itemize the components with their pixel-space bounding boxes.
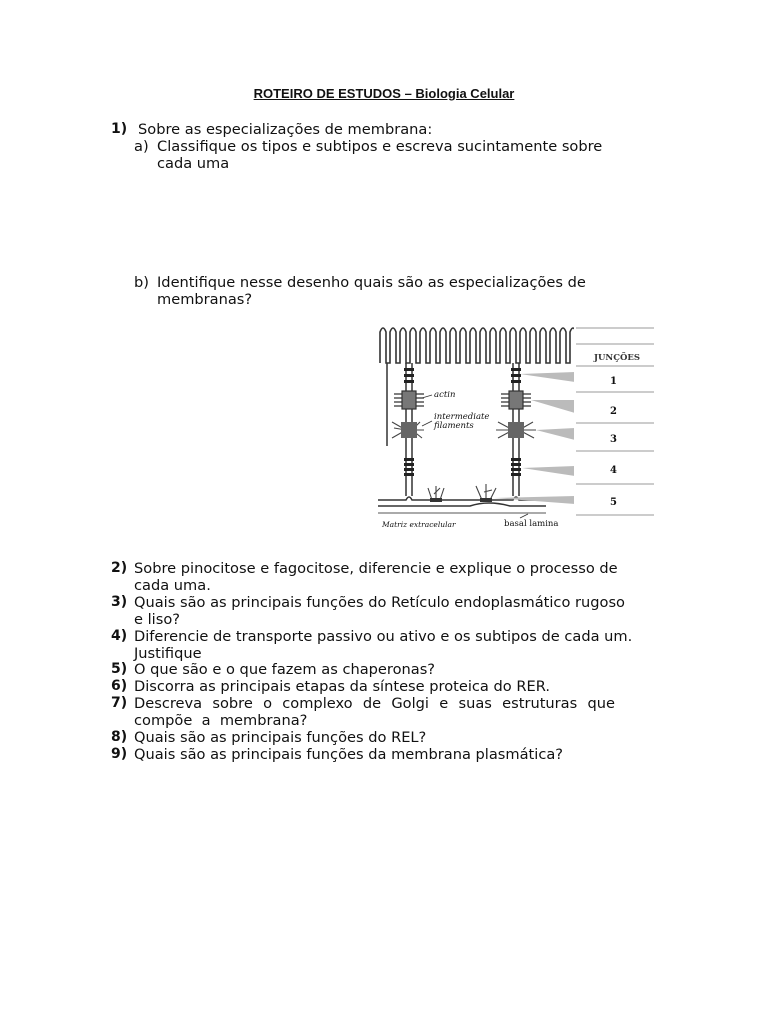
item-a-line-1: Classifique os tipos e subtipos e escreva sucintamente sobre <box>157 138 603 155</box>
question-7-number: 7) <box>111 695 128 711</box>
item-a-line-2: cada uma <box>157 155 230 172</box>
junction-label-2: 2 <box>610 406 617 417</box>
question-3-number: 3) <box>111 594 128 610</box>
junctions-header: JUNÇÕES <box>594 353 640 363</box>
question-4-line-1: Diferencie de transporte passivo ou ativo e os subtipos de cada um. <box>134 628 633 645</box>
matrix-label: Matriz extracelular <box>382 520 456 529</box>
adherens-junction <box>394 391 531 409</box>
question-6-number: 6) <box>111 678 128 694</box>
question-2-number: 2) <box>111 560 128 576</box>
cell-junction-figure <box>370 318 658 534</box>
item-b-line-1: Identifique nesse desenho quais são as especializações de <box>157 274 586 291</box>
question-8-line-1: Quais são as principais funções do REL? <box>134 729 427 746</box>
junction-label-3: 3 <box>610 434 617 445</box>
intermediate-label: intermediate <box>434 412 490 422</box>
question-2-line-2: cada uma. <box>134 577 211 594</box>
filaments-label: filaments <box>434 421 474 431</box>
item-b-line-2: membranas? <box>157 291 253 308</box>
actin-label: actin <box>434 390 456 400</box>
label-pointers <box>494 372 575 504</box>
item-b-label: b) <box>134 274 149 291</box>
question-1-text: Sobre as especializações de membrana: <box>138 121 433 138</box>
tight-junction <box>404 368 521 383</box>
junction-label-4: 4 <box>610 465 617 476</box>
question-4-number: 4) <box>111 628 128 644</box>
junction-label-1: 1 <box>610 376 617 387</box>
item-a-label: a) <box>134 138 149 155</box>
junction-label-5: 5 <box>610 497 617 508</box>
question-2-line-1: Sobre pinocitose e fagocitose, diferencie e explique o processo de <box>134 560 618 577</box>
question-3-line-2: e liso? <box>134 611 181 628</box>
basal-lamina-label: basal lamina <box>504 519 559 529</box>
question-7-line-2: compõe a membrana? <box>134 712 308 729</box>
question-9-number: 9) <box>111 746 128 762</box>
gap-junction <box>404 458 521 476</box>
question-8-number: 8) <box>111 729 128 745</box>
question-5-number: 5) <box>111 661 128 677</box>
question-6-line-1: Discorra as principais etapas da síntese proteica do RER. <box>134 678 550 695</box>
question-3-line-1: Quais são as principais funções do Retículo endoplasmático rugoso <box>134 594 625 611</box>
question-5-line-1: O que são e o que fazem as chaperonas? <box>134 661 436 678</box>
page-title: ROTEIRO DE ESTUDOS – Biologia Celular <box>253 86 515 101</box>
question-4-line-2: Justifique <box>134 645 202 662</box>
question-1-number: 1) <box>111 121 128 137</box>
question-7-line-1: Descreva sobre o complexo de Golgi e suas estruturas que <box>134 695 615 712</box>
question-9-line-1: Quais são as principais funções da membrana plasmática? <box>134 746 564 763</box>
